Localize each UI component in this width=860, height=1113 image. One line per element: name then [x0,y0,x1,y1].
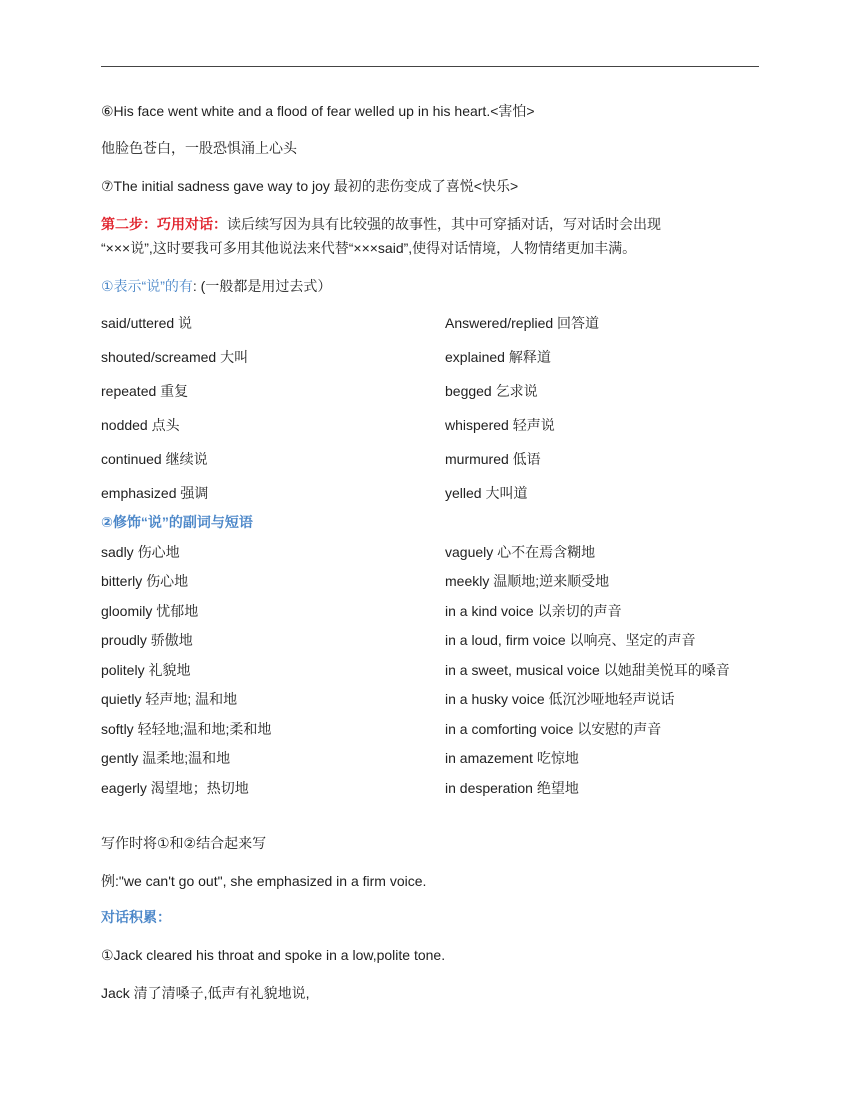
sentence-6-translation: 他脸色苍白，一股恐惧涌上心头 [101,140,297,156]
sentence-6: ⑥His face went white and a flood of fear welled up in his heart.<害怕> [101,103,535,119]
step2-paragraph [101,214,801,258]
say-word-right-2: explained 解释道 [445,349,551,365]
dialogue-heading: 对话积累： [101,909,171,925]
say-word-right-1: Answered/replied 回答道 [445,315,600,331]
adverb-left-6: quietly 轻声地; 温和地 [101,691,238,707]
say-word-left-4: nodded 点头 [101,417,180,433]
section2-heading: ②修饰“说”的副词与短语 [101,514,253,530]
adverb-right-4: in a loud, firm voice 以响亮、坚定的声音 [445,632,696,648]
adverb-right-2: meekly 温顺地;逆来顺受地 [445,573,610,589]
say-word-left-5: continued 继续说 [101,451,208,467]
example-sentence: 例:"we can't go out", she emphasized in a firm voice. [101,873,427,889]
step2-text-1: 读后续写因为具有比较强的故事性，其中可穿插对话，写对话时会出现 [227,216,661,232]
section1-heading: ①表示“说”的有 [101,278,193,294]
adverb-right-5: in a sweet, musical voice 以她甜美悦耳的嗓音 [445,662,730,678]
adverb-left-1: sadly 伤心地 [101,544,180,560]
adverb-right-7: in a comforting voice 以安慰的声音 [445,721,662,737]
adverb-right-3: in a kind voice 以亲切的声音 [445,603,622,619]
adverb-right-9: in desperation 绝望地 [445,780,579,796]
header-rule [101,66,759,67]
combine-note: 写作时将①和②结合起来写 [101,835,267,851]
adverb-right-1: vaguely 心不在焉含糊地 [445,544,596,560]
dialogue-sentence-1-translation: Jack 清了清嗓子,低声有礼貌地说, [101,985,310,1001]
say-word-right-6: yelled 大叫道 [445,485,528,501]
adverb-left-5: politely 礼貌地 [101,662,191,678]
adverb-left-9: eagerly 渴望地；热切地 [101,780,249,796]
say-word-left-6: emphasized 强调 [101,485,209,501]
adverb-left-7: softly 轻轻地;温和地;柔和地 [101,721,272,737]
adverb-left-4: proudly 骄傲地 [101,632,193,648]
say-word-left-1: said/uttered 说 [101,315,193,331]
say-word-right-5: murmured 低语 [445,451,541,467]
step2-text-2: “×××说”,这时要我可多用其他说法来代替“×××said”,使得对话情境，人物情绪更加丰满。 [101,240,637,256]
sentence-7: ⑦The initial sadness gave way to joy 最初的悲伤变成了喜悦<快乐> [101,178,519,194]
say-word-right-3: begged 乞求说 [445,383,538,399]
section1-heading-line [101,276,331,296]
adverb-left-3: gloomily 忧郁地 [101,603,199,619]
adverb-right-8: in amazement 吃惊地 [445,750,579,766]
section1-note: : (一般都是用过去式） [192,278,332,294]
say-word-left-3: repeated 重复 [101,383,189,399]
say-word-right-4: whispered 轻声说 [445,417,555,433]
say-word-left-2: shouted/screamed 大叫 [101,349,249,365]
adverb-left-8: gently 温柔地;温和地 [101,750,231,766]
dialogue-sentence-1: ①Jack cleared his throat and spoke in a low,polite tone. [101,947,446,963]
adverb-right-6: in a husky voice 低沉沙哑地轻声说话 [445,691,675,707]
adverb-left-2: bitterly 伤心地 [101,573,189,589]
step2-heading: 第二步：巧用对话： [101,216,227,232]
